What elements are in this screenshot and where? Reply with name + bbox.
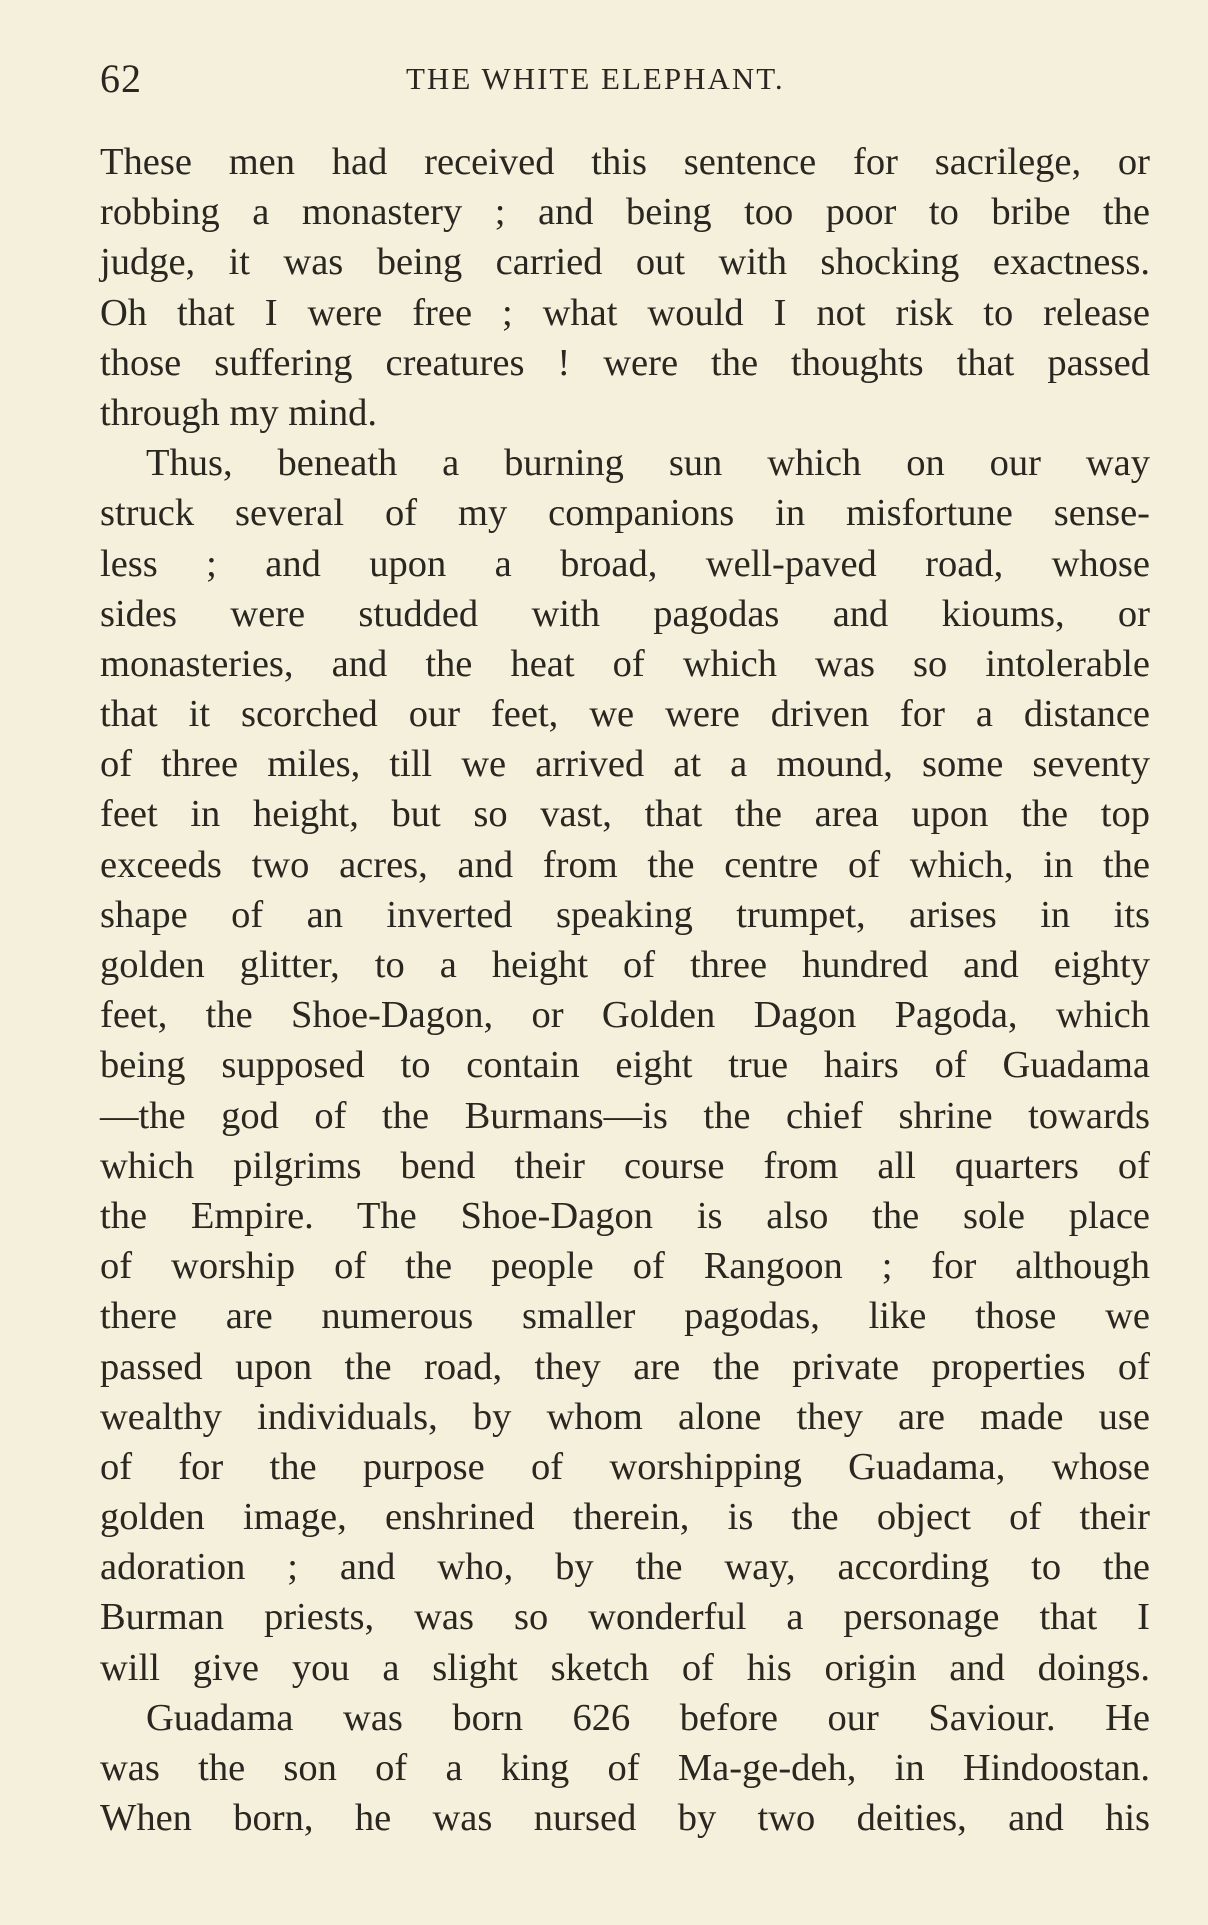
text-line: of three miles, till we arrived at a mound, some seventy: [100, 743, 1150, 786]
text-line: there are numerous smaller pagodas, like those we: [100, 1295, 1150, 1338]
text-line: feet in height, but so vast, that the area upon the top: [100, 793, 1150, 836]
text-line: sides were studded with pagodas and kioums, or: [100, 592, 1150, 635]
page-header: [100, 54, 1150, 104]
text-line: that it scorched our feet, we were driven for a distance: [100, 693, 1150, 736]
text-line: less ; and upon a broad, well-paved road, whose: [100, 542, 1150, 585]
text-line: exceeds two acres, and from the centre of which, in the: [100, 843, 1150, 886]
text-line: judge, it was being carried out with shocking exactness.: [100, 241, 1150, 284]
text-line: shape of an inverted speaking trumpet, arises in its: [100, 893, 1150, 936]
text-line: will give you a slight sketch of his origin and doings.: [100, 1646, 1150, 1689]
page-number: 62: [100, 56, 142, 101]
text-line: through my mind.: [100, 391, 377, 434]
text-line: adoration ; and who, by the way, according to the: [100, 1546, 1150, 1589]
text-line: When born, he was nursed by two deities, and his: [100, 1797, 1150, 1840]
text-line: monasteries, and the heat of which was so intolerable: [100, 642, 1150, 685]
text-line: Thus, beneath a burning sun which on our way: [146, 442, 1150, 485]
text-line: being supposed to contain eight true hairs of Guadama: [100, 1044, 1150, 1087]
text-line: feet, the Shoe-Dagon, or Golden Dagon Pagoda, which: [100, 994, 1150, 1037]
text-line: was the son of a king of Ma-ge-deh, in Hindoostan.: [100, 1747, 1150, 1789]
text-line: golden image, enshrined therein, is the object of their: [100, 1496, 1150, 1539]
text-line: wealthy individuals, by whom alone they are made use: [100, 1395, 1150, 1438]
text-line: of for the purpose of worshipping Guadama, whose: [100, 1445, 1150, 1488]
text-line: Guadama was born 626 before our Saviour. He: [146, 1696, 1150, 1739]
text-line: of worship of the people of Rangoon ; for although: [100, 1245, 1150, 1288]
text-line: robbing a monastery ; and being too poor to bribe the: [100, 191, 1150, 234]
text-line: struck several of my companions in misfortune sense-: [100, 492, 1150, 535]
text-line: the Empire. The Shoe-Dagon is also the sole place: [100, 1194, 1150, 1237]
text-line: —the god of the Burmans—is the chief shrine towards: [100, 1094, 1150, 1137]
text-line: Oh that I were free ; what would I not risk to release: [100, 291, 1150, 334]
running-head: THE WHITE ELEPHANT.: [406, 61, 785, 96]
body-text: [100, 137, 1150, 1843]
text-line: Burman priests, was so wonderful a personage that I: [100, 1596, 1150, 1639]
text-line: which pilgrims bend their course from all quarters of: [100, 1144, 1150, 1187]
text-line: those suffering creatures ! were the thoughts that passed: [100, 341, 1150, 384]
text-line: These men had received this sentence for sacrilege, or: [100, 141, 1150, 183]
text-line: golden glitter, to a height of three hundred and eighty: [100, 944, 1150, 986]
text-line: passed upon the road, they are the private properties of: [100, 1345, 1150, 1388]
